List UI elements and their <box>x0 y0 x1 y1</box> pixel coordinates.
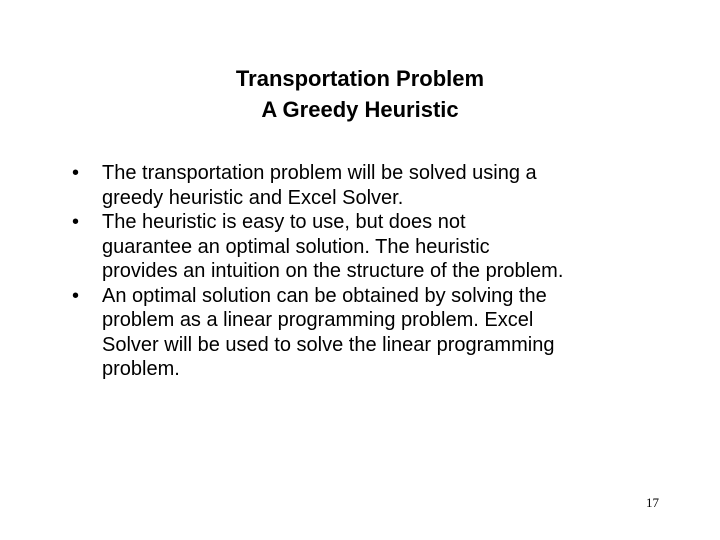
bullet-item <box>72 161 672 210</box>
bullet-line: problem. <box>102 358 180 380</box>
bullet-line: guarantee an optimal solution. The heuristic <box>102 235 490 258</box>
bullet-line: problem as a linear programming problem. Excel <box>102 309 534 331</box>
bullet-icon: • <box>72 284 80 307</box>
title-line-2: A Greedy Heuristic <box>261 97 459 122</box>
bullet-line: The heuristic is easy to use, but does not <box>102 211 466 233</box>
bullet-line: An optimal solution can be obtained by solving the <box>102 284 547 307</box>
slide-title <box>0 63 720 125</box>
bullet-list <box>72 161 672 382</box>
bullet-item <box>72 284 672 382</box>
title-line-1: Transportation Problem <box>235 66 485 91</box>
bullet-item <box>72 210 672 284</box>
bullet-line: Solver will be used to solve the linear programming <box>102 333 555 356</box>
bullet-icon: • <box>72 162 80 184</box>
bullet-line: greedy heuristic and Excel Solver. <box>102 186 404 209</box>
page-number: 17 <box>646 495 659 510</box>
bullet-line: provides an intuition on the structure of the problem. <box>102 260 564 282</box>
bullet-icon: • <box>72 211 80 233</box>
bullet-line: The transportation problem will be solved using a <box>102 162 537 184</box>
